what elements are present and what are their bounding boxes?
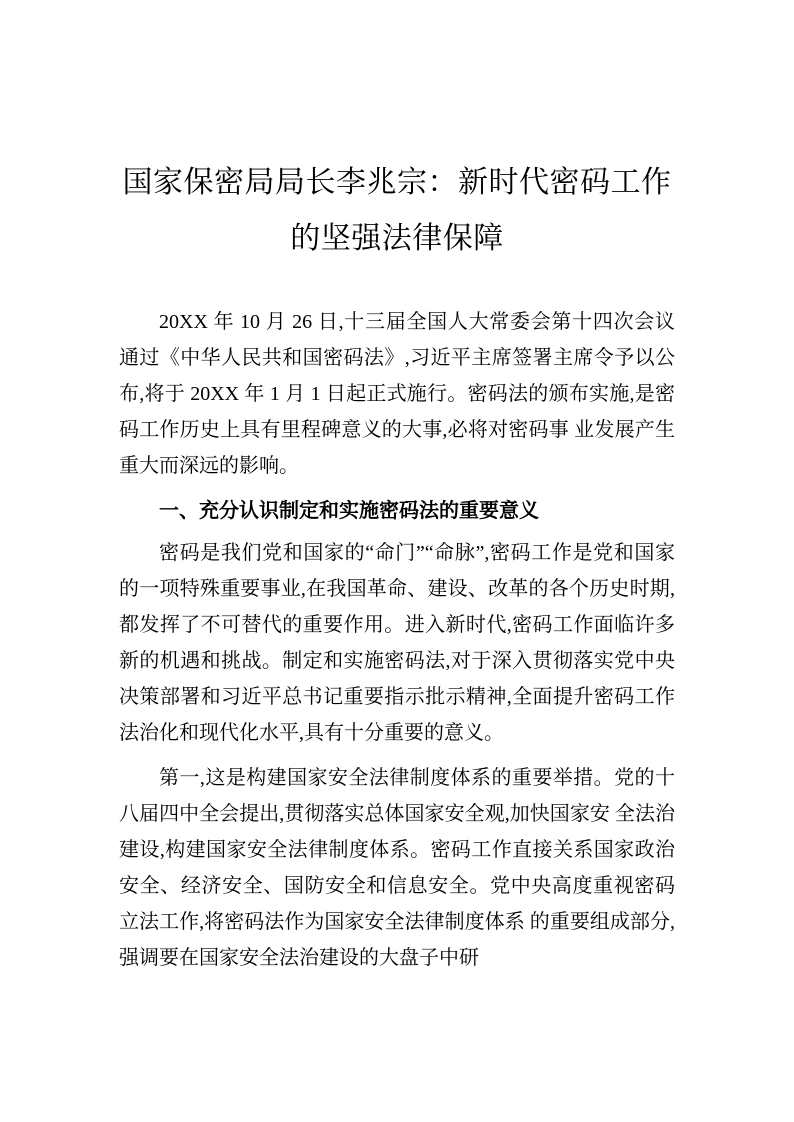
section-heading-1: 一、充分认识制定和实施密码法的重要意义 [159,500,539,522]
body-paragraph-significance: 密码是我们党和国家的“命门”“命脉”,密码工作是党和国家的一项特殊重要事业,在我国革命、建设、改革的各个历史时期,都发挥了不可替代的重要作用。进入新时代,密码工作面临许多新的机遇和挑战。制定和实施密码法,对于深入贯彻落实党中央决策部署和习近平总书记重要指示批示精神,全面提升密码工作法治化和现代化水平,具有十分重要的意义。 [119,542,675,744]
document-title-line-1: 国家保密局局长李兆宗：新时代密码工作 [122,166,672,199]
intro-paragraph: 20XX 年 10 月 26 日,十三届全国人大常委会第十四次会议通过《中华人民共和国密码法》,习近平主席签署主席令予以公布,将于 20XX 年 1 月 1 日起正式施行。密码法的颁布实施,是密码工作历史上具有里程碑意义的大事,必将对密码事 业发展产生重大而深远的影响。 [119,311,675,477]
document-title [119,155,675,267]
document-title-line-2: 的坚强法律保障 [290,222,504,255]
body-paragraph-first-point: 第一,这是构建国家安全法律制度体系的重要举措。党的十八届四中全会提出,贯彻落实总体国家安全观,加快国家安 全法治建设,构建国家安全法律制度体系。密码工作直接关系国家政治安全、经济安全、国防安全和信息安全。党中央高度重视密码立法工作,将密码法作为国家安全法律制度体系 的重要组成部分,强调要在国家安全法治建设的大盘子中研 [119,767,675,969]
